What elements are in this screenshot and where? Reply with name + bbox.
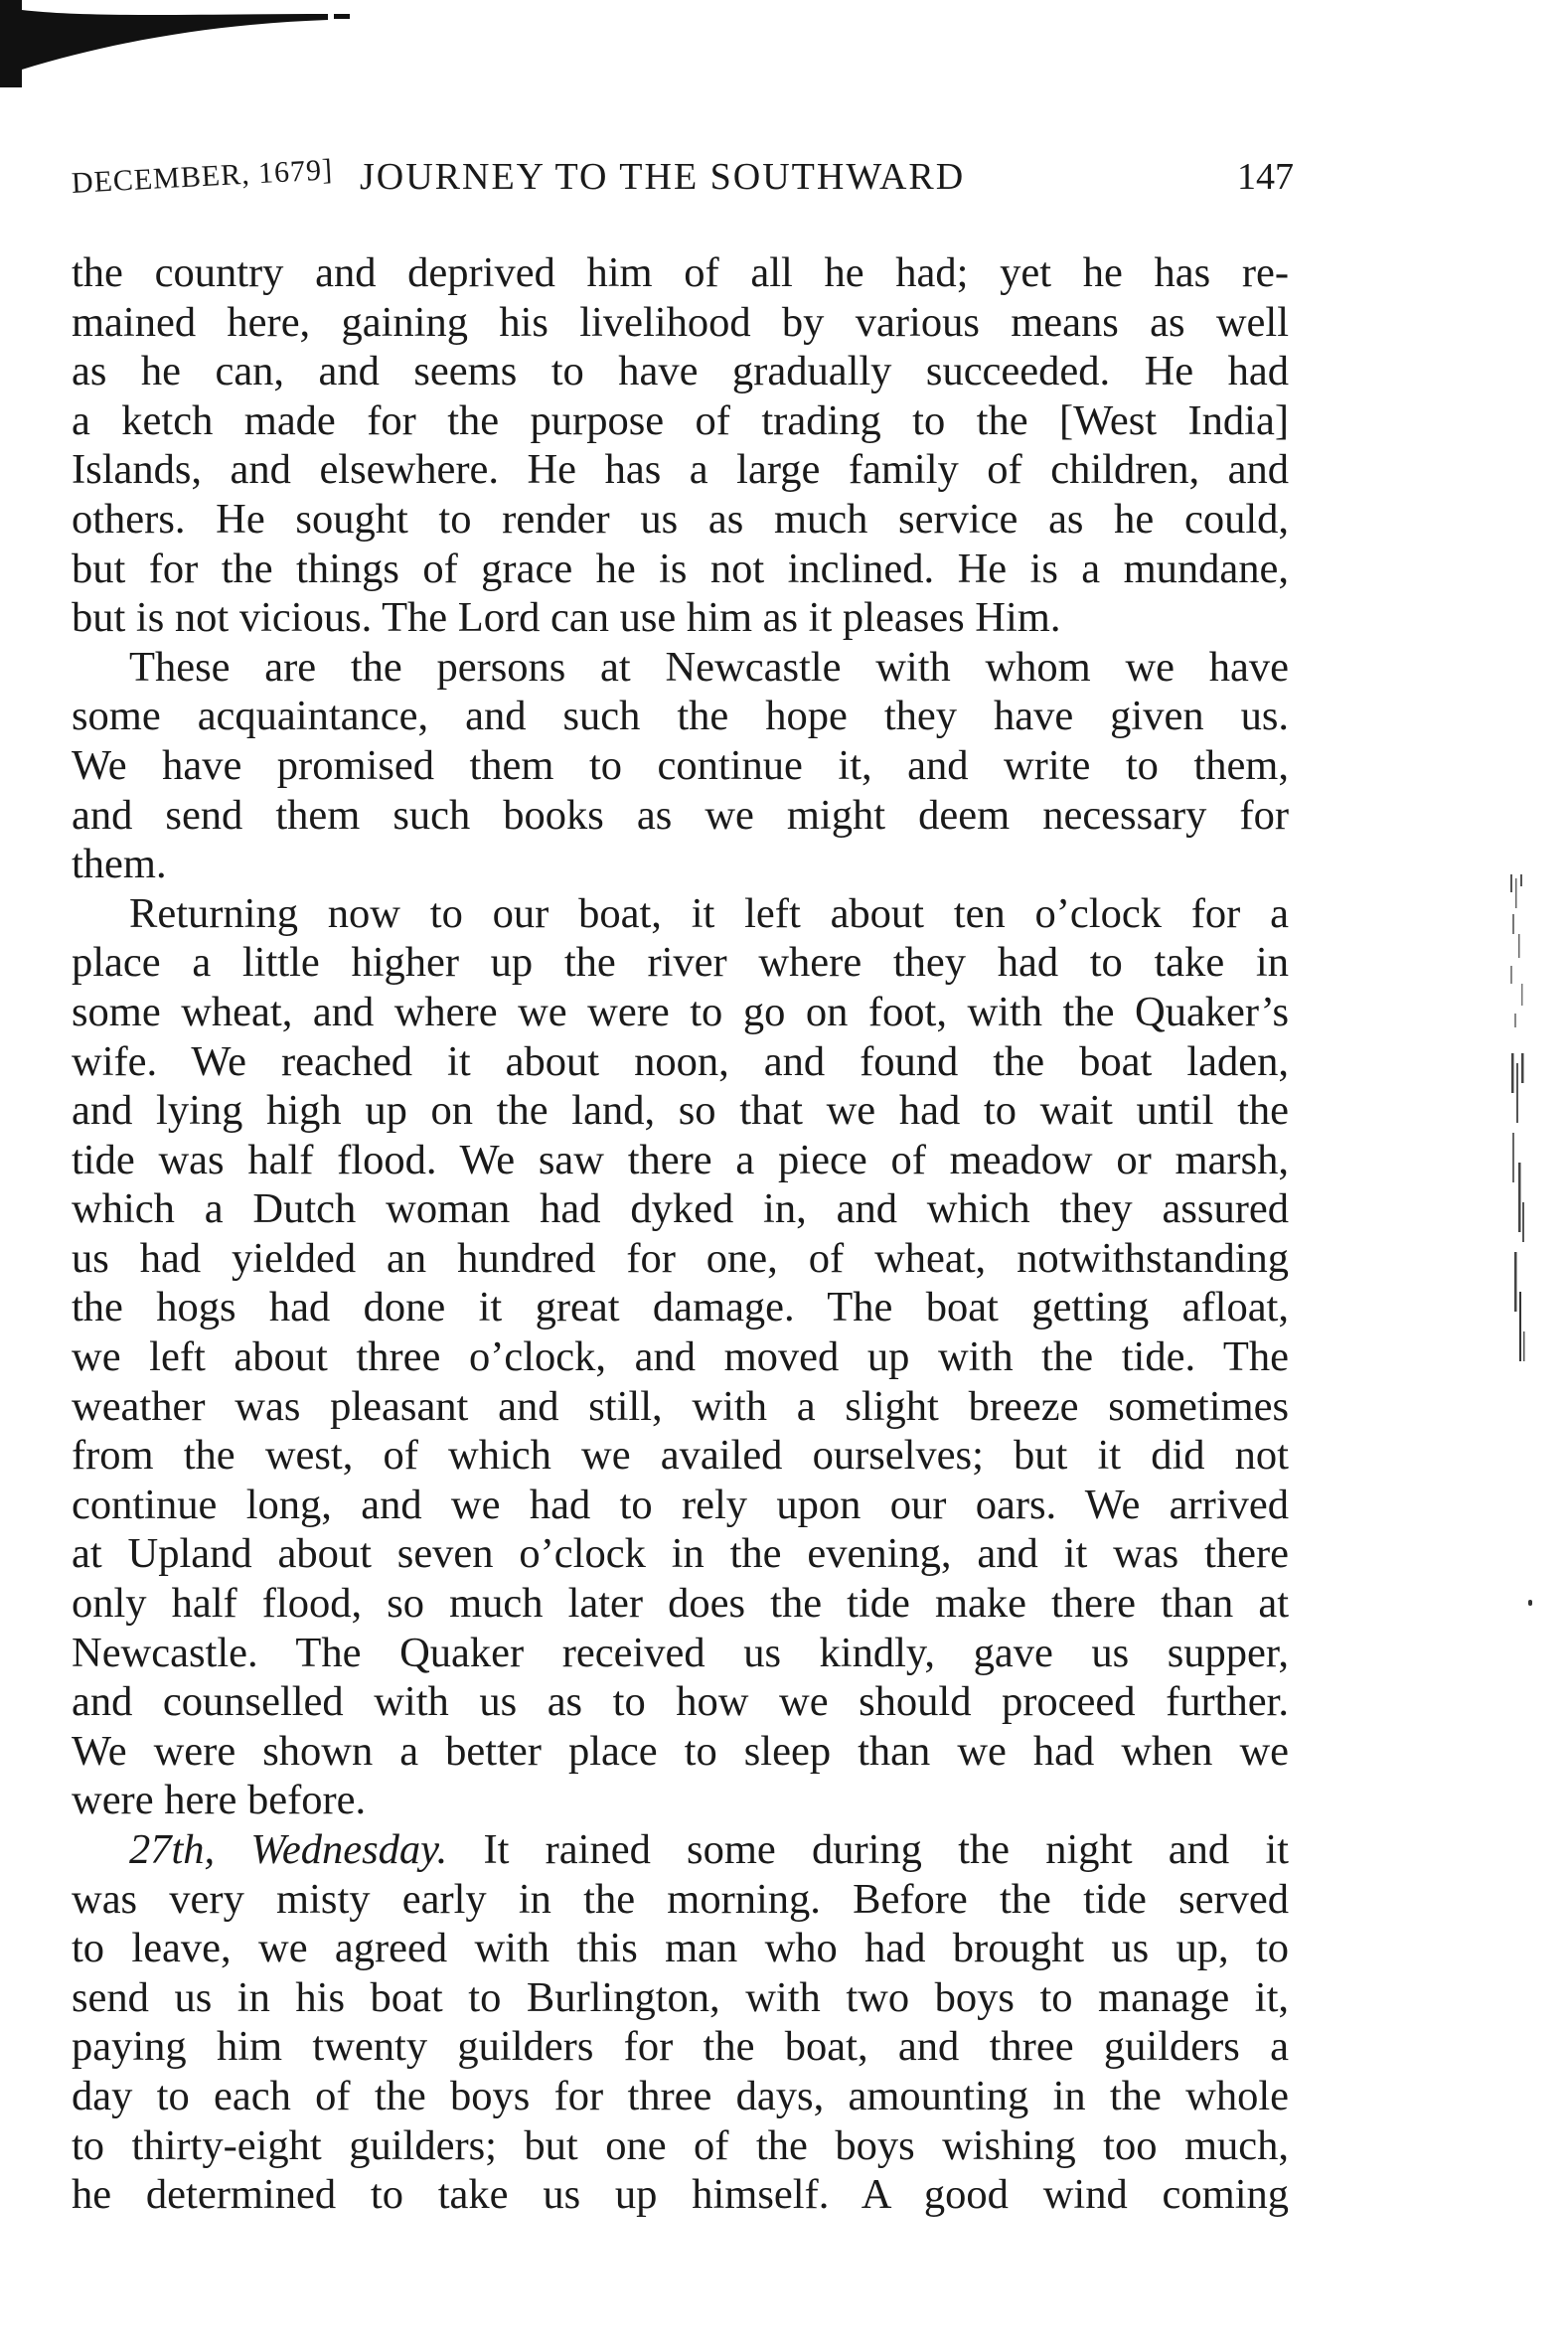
text-line: We were shown a better place to sleep than we had when we bbox=[72, 1727, 1289, 1775]
text-line: as he can, and seems to have gradually succeeded. He had bbox=[72, 348, 1289, 395]
text-line: he determined to take us up himself. A good wind coming bbox=[72, 2171, 1289, 2219]
text-line: the country and deprived him of all he had; yet he has re- bbox=[72, 249, 1289, 296]
text-line: to thirty-eight guilders; but one of the boys wishing too much, bbox=[72, 2121, 1289, 2169]
text-line: Newcastle. The Quaker received us kindly, gave us supper, bbox=[72, 1629, 1289, 1676]
text-line: Islands, and elsewhere. He has a large family of children, and bbox=[72, 446, 1289, 494]
text-line: place a little higher up the river where they had to take in bbox=[72, 939, 1289, 987]
text-line: send us in his boat to Burlington, with two boys to manage it, bbox=[72, 1973, 1289, 2021]
text-line: mained here, gaining his livelihood by various means as well bbox=[72, 298, 1289, 346]
text-line: weather was pleasant and still, with a slight breeze sometimes bbox=[72, 1382, 1289, 1430]
text-line: from the west, of which we availed ourselves; but it did not bbox=[72, 1432, 1289, 1480]
paragraph-start-line: Returning now to our boat, it left about ten o’clock for a bbox=[129, 889, 1289, 937]
text-line: We have promised them to continue it, and write to them, bbox=[72, 741, 1289, 789]
scan-corner-mark bbox=[0, 0, 358, 89]
text-line: were here before. bbox=[72, 1777, 367, 1824]
text-line: and lying high up on the land, so that we had to wait until the bbox=[72, 1087, 1289, 1135]
text-line: to leave, we agreed with this man who had brought us up, to bbox=[72, 1925, 1289, 1972]
text-line: which a Dutch woman had dyked in, and which they assured bbox=[72, 1185, 1289, 1233]
text-line: tide was half flood. We saw there a piece of meadow or marsh, bbox=[72, 1136, 1289, 1183]
running-header bbox=[72, 149, 1294, 209]
text-line: some acquaintance, and such the hope they have given us. bbox=[72, 693, 1289, 740]
header-title: JOURNEY TO THE SOUTHWARD bbox=[360, 156, 966, 198]
body-text bbox=[72, 248, 1289, 2220]
entry-date: 27th, Wednesday. bbox=[129, 1826, 448, 1873]
text-line: and counselled with us as to how we should proceed further. bbox=[72, 1678, 1289, 1726]
text-line: at Upland about seven o’clock in the evening, and it was there bbox=[72, 1530, 1289, 1578]
text-line: but for the things of grace he is not inclined. He is a mundane, bbox=[72, 545, 1289, 592]
text-line: the hogs had done it great damage. The boat getting afloat, bbox=[72, 1284, 1289, 1331]
text-line: wife. We reached it about noon, and found the boat laden, bbox=[72, 1037, 1289, 1085]
text-line: a ketch made for the purpose of trading to the [West India] bbox=[72, 396, 1289, 444]
text-line: but is not vicious. The Lord can use him as it pleases Him. bbox=[72, 594, 1061, 642]
entry-text: It rained some during the night and it bbox=[447, 1826, 1289, 1873]
text-line: only half flood, so much later does the tide make there than at bbox=[72, 1580, 1289, 1628]
text-line: was very misty early in the morning. Before the tide served bbox=[72, 1875, 1289, 1923]
page-number: 147 bbox=[1237, 156, 1294, 198]
text-line: and send them such books as we might deem necessary for bbox=[72, 791, 1289, 839]
text-line: some wheat, and where we were to go on foot, with the Quaker’s bbox=[72, 988, 1289, 1035]
text-line: us had yielded an hundred for one, of wheat, notwithstanding bbox=[72, 1234, 1289, 1282]
text-line: others. He sought to render us as much service as he could, bbox=[72, 495, 1289, 543]
text-line: paying him twenty guilders for the boat, and three guilders a bbox=[72, 2023, 1289, 2071]
text-line: day to each of the boys for three days, amounting in the whole bbox=[72, 2072, 1289, 2119]
speck-mark bbox=[1528, 1600, 1532, 1606]
text-line: continue long, and we had to rely upon our oars. We arrived bbox=[72, 1481, 1289, 1528]
bleed-through-marks bbox=[1508, 1053, 1526, 1371]
text-line: them. bbox=[72, 841, 167, 888]
paragraph-start-line: These are the persons at Newcastle with whom we have bbox=[129, 643, 1289, 691]
paragraph-start-line bbox=[72, 1825, 1289, 1875]
header-date: DECEMBER, 1679] bbox=[71, 153, 334, 200]
bleed-through-marks bbox=[1508, 874, 1526, 1033]
text-line: we left about three o’clock, and moved up with the tide. The bbox=[72, 1333, 1289, 1381]
